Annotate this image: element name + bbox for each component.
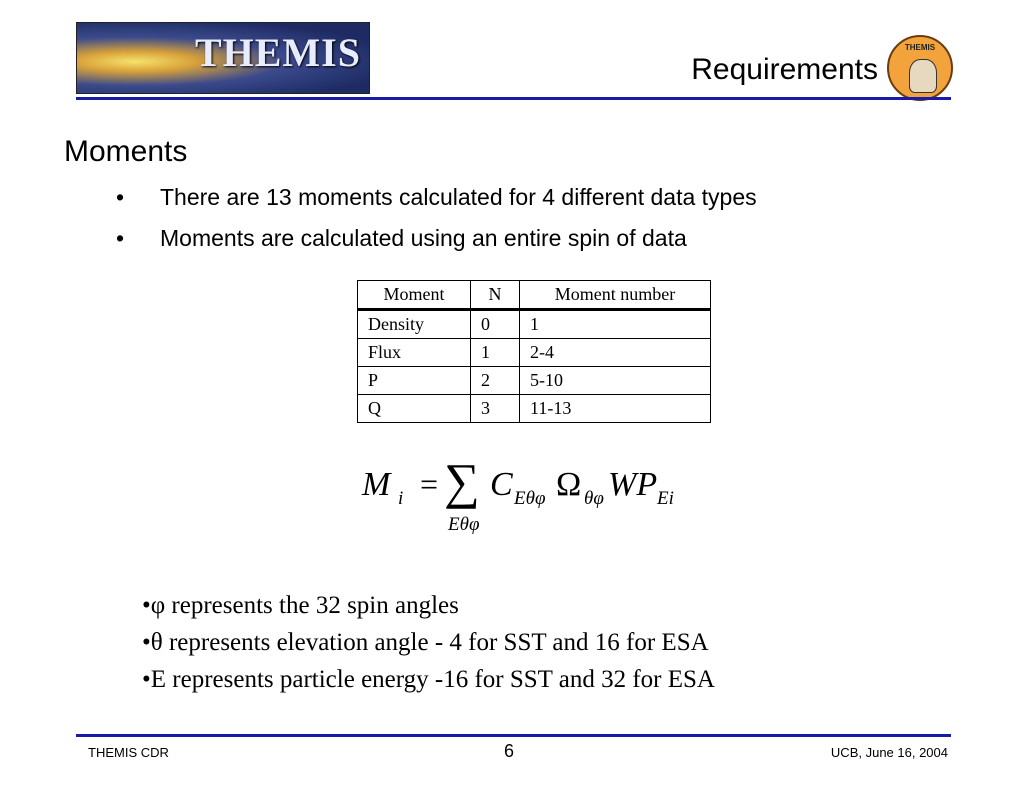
themis-seal-logo [887,35,953,101]
bullet-marker: • [116,225,125,251]
formula-omega: Ω [556,466,582,503]
themis-banner-logo [76,22,370,94]
seal-figure-icon [909,59,937,93]
table-cell: P [358,367,471,395]
table-row [358,310,711,339]
header-rule [76,97,951,100]
formula-omega-sub: θφ [584,488,604,509]
footer-left-text: THEMIS CDR [88,745,169,760]
table-cell: Density [358,310,471,339]
table-cell: 5-10 [520,367,711,395]
column-header: Moment number [520,281,711,310]
bullet-item: There are 13 moments calculated for 4 different data types [160,184,757,210]
table-row [358,339,711,367]
footer-right-text: UCB, June 16, 2004 [830,745,948,760]
table-cell: 1 [471,339,520,367]
formula-equals: = [420,466,439,502]
table-cell: Flux [358,339,471,367]
table-cell: 11-13 [520,395,711,423]
logo-text: THEMIS [194,30,361,75]
formula-wp: WP [608,466,658,503]
formula-wp-sub: Ei [657,488,674,509]
moment-formula [362,453,692,548]
table-header-row [358,281,711,310]
section-title: Moments [64,135,188,168]
slide-title: Requirements [691,53,878,86]
table-row [358,395,711,423]
formula-sum-sub: Eθφ [448,514,480,535]
column-header: Moment [358,281,471,310]
formula-lhs-sub: i [398,488,404,509]
formula-c-sub: Eθφ [514,488,546,509]
seal-text: THEMIS [904,43,936,52]
formula-c: C [490,466,513,503]
table-row [358,367,711,395]
page-number: 6 [504,741,515,761]
table-cell: 2 [471,367,520,395]
moments-table [357,280,711,423]
definition-line: •E represents particle energy -16 for SST and 32 for ESA [142,666,715,693]
bullet-item: Moments are calculated using an entire spin of data [160,225,687,251]
footer-rule [76,734,951,737]
formula-sum-icon: ∑ [444,453,480,509]
bullet-marker: • [116,184,125,210]
table-cell: 3 [471,395,520,423]
table-cell: 1 [520,310,711,339]
definition-line: •θ represents elevation angle - 4 for SST and 16 for ESA [142,629,709,656]
definition-line: •φ represents the 32 spin angles [142,592,459,619]
formula-lhs: M [362,466,391,503]
table-cell: 2-4 [520,339,711,367]
table-cell: 0 [471,310,520,339]
column-header: N [471,281,520,310]
table-cell: Q [358,395,471,423]
